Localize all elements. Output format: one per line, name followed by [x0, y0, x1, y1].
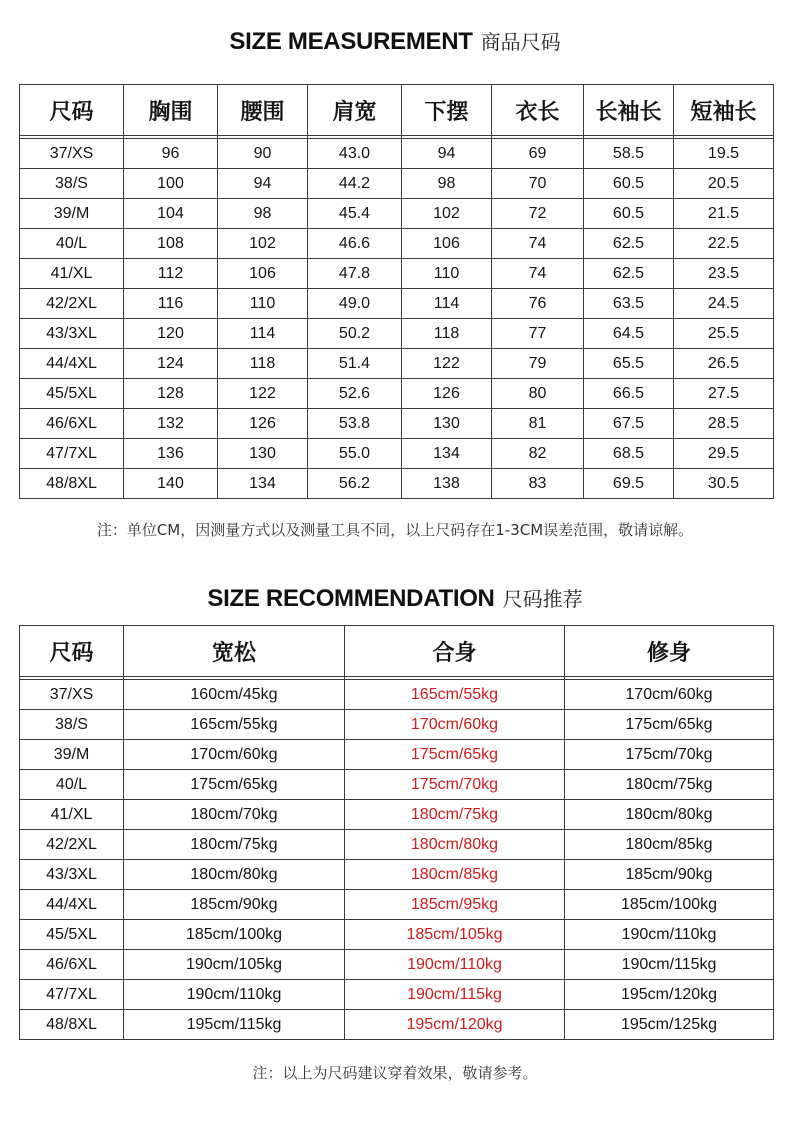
value-cell: 50.2	[308, 319, 402, 349]
value-cell: 116	[124, 289, 218, 319]
value-cell: 64.5	[584, 319, 674, 349]
value-cell: 185cm/90kg	[124, 890, 345, 920]
size-label-cell: 41/XL	[20, 259, 124, 289]
value-cell: 110	[218, 289, 308, 319]
value-cell: 106	[402, 229, 492, 259]
value-cell: 175cm/70kg	[565, 740, 774, 770]
size-recommendation-table	[19, 625, 774, 1040]
value-cell: 79	[492, 349, 584, 379]
value-cell: 26.5	[674, 349, 774, 379]
value-cell: 112	[124, 259, 218, 289]
value-cell: 138	[402, 469, 492, 499]
value-cell: 55.0	[308, 439, 402, 469]
size-recommendation-title	[0, 583, 790, 613]
value-cell: 82	[492, 439, 584, 469]
size-label-cell: 43/3XL	[20, 860, 124, 890]
value-cell: 130	[218, 439, 308, 469]
value-cell: 94	[218, 169, 308, 199]
size-label-cell: 47/7XL	[20, 980, 124, 1010]
value-cell: 114	[402, 289, 492, 319]
value-cell: 98	[402, 169, 492, 199]
value-cell: 83	[492, 469, 584, 499]
value-cell: 28.5	[674, 409, 774, 439]
size-label-cell: 44/4XL	[20, 349, 124, 379]
value-cell: 62.5	[584, 259, 674, 289]
header-cell: 尺码	[20, 626, 124, 677]
value-cell: 100	[124, 169, 218, 199]
header-cell: 胸围	[124, 85, 218, 136]
size-label-cell: 48/8XL	[20, 1010, 124, 1040]
table-row	[20, 259, 774, 289]
table-row	[20, 950, 774, 980]
size-measurement-table	[19, 84, 774, 499]
table-row	[20, 439, 774, 469]
value-cell: 24.5	[674, 289, 774, 319]
table-row	[20, 229, 774, 259]
table-row	[20, 349, 774, 379]
value-cell: 134	[402, 439, 492, 469]
header-cell: 短袖长	[674, 85, 774, 136]
value-cell: 80	[492, 379, 584, 409]
value-cell: 67.5	[584, 409, 674, 439]
table-row	[20, 1010, 774, 1040]
value-cell: 66.5	[584, 379, 674, 409]
size-label-cell: 43/3XL	[20, 319, 124, 349]
value-cell: 70	[492, 169, 584, 199]
size-label-cell: 38/S	[20, 710, 124, 740]
value-cell: 126	[402, 379, 492, 409]
value-cell: 170cm/60kg	[345, 710, 565, 740]
value-cell: 180cm/70kg	[124, 800, 345, 830]
header-cell: 下摆	[402, 85, 492, 136]
size-measurement-title	[0, 26, 790, 56]
table-row	[20, 920, 774, 950]
value-cell: 180cm/80kg	[345, 830, 565, 860]
table-row	[20, 740, 774, 770]
value-cell: 175cm/65kg	[124, 770, 345, 800]
value-cell: 175cm/65kg	[345, 740, 565, 770]
size-label-cell: 40/L	[20, 770, 124, 800]
table-row	[20, 199, 774, 229]
value-cell: 190cm/115kg	[565, 950, 774, 980]
value-cell: 20.5	[674, 169, 774, 199]
value-cell: 180cm/80kg	[565, 800, 774, 830]
size-label-cell: 46/6XL	[20, 409, 124, 439]
size-label-cell: 45/5XL	[20, 920, 124, 950]
value-cell: 65.5	[584, 349, 674, 379]
value-cell: 23.5	[674, 259, 774, 289]
value-cell: 60.5	[584, 169, 674, 199]
value-cell: 190cm/110kg	[124, 980, 345, 1010]
value-cell: 122	[218, 379, 308, 409]
value-cell: 195cm/120kg	[565, 980, 774, 1010]
value-cell: 53.8	[308, 409, 402, 439]
table-row	[20, 890, 774, 920]
value-cell: 46.6	[308, 229, 402, 259]
value-cell: 175cm/70kg	[345, 770, 565, 800]
size-label-cell: 48/8XL	[20, 469, 124, 499]
value-cell: 185cm/100kg	[565, 890, 774, 920]
header-row	[20, 626, 774, 677]
value-cell: 124	[124, 349, 218, 379]
value-cell: 165cm/55kg	[345, 680, 565, 710]
value-cell: 130	[402, 409, 492, 439]
value-cell: 44.2	[308, 169, 402, 199]
value-cell: 180cm/75kg	[565, 770, 774, 800]
value-cell: 185cm/90kg	[565, 860, 774, 890]
title-chinese: 尺码推荐	[502, 587, 583, 611]
table-row	[20, 409, 774, 439]
value-cell: 62.5	[584, 229, 674, 259]
value-cell: 43.0	[308, 139, 402, 169]
value-cell: 77	[492, 319, 584, 349]
header-cell: 修身	[565, 626, 774, 677]
table-row	[20, 860, 774, 890]
value-cell: 51.4	[308, 349, 402, 379]
value-cell: 76	[492, 289, 584, 319]
size-label-cell: 40/L	[20, 229, 124, 259]
value-cell: 58.5	[584, 139, 674, 169]
measurement-rows	[20, 139, 774, 499]
header-cell: 宽松	[124, 626, 345, 677]
value-cell: 60.5	[584, 199, 674, 229]
value-cell: 19.5	[674, 139, 774, 169]
size-label-cell: 46/6XL	[20, 950, 124, 980]
value-cell: 74	[492, 229, 584, 259]
value-cell: 128	[124, 379, 218, 409]
table-row	[20, 469, 774, 499]
value-cell: 21.5	[674, 199, 774, 229]
value-cell: 106	[218, 259, 308, 289]
size-label-cell: 45/5XL	[20, 379, 124, 409]
header-cell: 尺码	[20, 85, 124, 136]
size-label-cell: 44/4XL	[20, 890, 124, 920]
value-cell: 118	[402, 319, 492, 349]
value-cell: 185cm/95kg	[345, 890, 565, 920]
value-cell: 120	[124, 319, 218, 349]
size-label-cell: 37/XS	[20, 680, 124, 710]
value-cell: 45.4	[308, 199, 402, 229]
size-label-cell: 39/M	[20, 199, 124, 229]
measurement-note: 注：单位CM，因测量方式以及测量工具不同，以上尺码存在1-3CM误差范围，敬请谅解。	[96, 521, 694, 539]
value-cell: 98	[218, 199, 308, 229]
title-english: SIZE RECOMMENDATION	[207, 585, 495, 612]
value-cell: 63.5	[584, 289, 674, 319]
value-cell: 22.5	[674, 229, 774, 259]
value-cell: 94	[402, 139, 492, 169]
size-label-cell: 47/7XL	[20, 439, 124, 469]
size-label-cell: 41/XL	[20, 800, 124, 830]
value-cell: 195cm/125kg	[565, 1010, 774, 1040]
value-cell: 180cm/75kg	[345, 800, 565, 830]
size-label-cell: 39/M	[20, 740, 124, 770]
value-cell: 190cm/115kg	[345, 980, 565, 1010]
table-row	[20, 139, 774, 169]
value-cell: 134	[218, 469, 308, 499]
header-cell: 长袖长	[584, 85, 674, 136]
table-row	[20, 169, 774, 199]
value-cell: 69.5	[584, 469, 674, 499]
value-cell: 185cm/100kg	[124, 920, 345, 950]
value-cell: 47.8	[308, 259, 402, 289]
value-cell: 136	[124, 439, 218, 469]
table-row	[20, 770, 774, 800]
value-cell: 56.2	[308, 469, 402, 499]
value-cell: 170cm/60kg	[565, 680, 774, 710]
value-cell: 96	[124, 139, 218, 169]
value-cell: 102	[402, 199, 492, 229]
title-english: SIZE MEASUREMENT	[229, 28, 473, 55]
table-row	[20, 710, 774, 740]
value-cell: 180cm/75kg	[124, 830, 345, 860]
value-cell: 110	[402, 259, 492, 289]
header-cell: 肩宽	[308, 85, 402, 136]
size-label-cell: 42/2XL	[20, 830, 124, 860]
value-cell: 195cm/120kg	[345, 1010, 565, 1040]
recommendation-note: 注：以上为尺码建议穿着效果，敬请参考。	[252, 1064, 538, 1082]
header-cell: 腰围	[218, 85, 308, 136]
value-cell: 190cm/110kg	[345, 950, 565, 980]
value-cell: 108	[124, 229, 218, 259]
table-row	[20, 289, 774, 319]
value-cell: 25.5	[674, 319, 774, 349]
value-cell: 190cm/105kg	[124, 950, 345, 980]
size-label-cell: 37/XS	[20, 139, 124, 169]
header-row	[20, 85, 774, 136]
value-cell: 160cm/45kg	[124, 680, 345, 710]
title-chinese: 商品尺码	[480, 30, 561, 54]
value-cell: 118	[218, 349, 308, 379]
value-cell: 74	[492, 259, 584, 289]
value-cell: 165cm/55kg	[124, 710, 345, 740]
value-cell: 195cm/115kg	[124, 1010, 345, 1040]
value-cell: 170cm/60kg	[124, 740, 345, 770]
size-label-cell: 38/S	[20, 169, 124, 199]
value-cell: 140	[124, 469, 218, 499]
value-cell: 69	[492, 139, 584, 169]
value-cell: 27.5	[674, 379, 774, 409]
value-cell: 122	[402, 349, 492, 379]
value-cell: 180cm/85kg	[565, 830, 774, 860]
value-cell: 30.5	[674, 469, 774, 499]
size-label-cell: 42/2XL	[20, 289, 124, 319]
value-cell: 114	[218, 319, 308, 349]
value-cell: 175cm/65kg	[565, 710, 774, 740]
value-cell: 72	[492, 199, 584, 229]
value-cell: 49.0	[308, 289, 402, 319]
value-cell: 190cm/110kg	[565, 920, 774, 950]
header-cell: 衣长	[492, 85, 584, 136]
value-cell: 104	[124, 199, 218, 229]
value-cell: 180cm/85kg	[345, 860, 565, 890]
value-cell: 90	[218, 139, 308, 169]
table-row	[20, 680, 774, 710]
table-row	[20, 379, 774, 409]
table-row	[20, 980, 774, 1010]
recommendation-rows	[20, 680, 774, 1040]
table-row	[20, 830, 774, 860]
value-cell: 102	[218, 229, 308, 259]
table-row	[20, 319, 774, 349]
value-cell: 81	[492, 409, 584, 439]
value-cell: 180cm/80kg	[124, 860, 345, 890]
value-cell: 68.5	[584, 439, 674, 469]
header-cell: 合身	[345, 626, 565, 677]
value-cell: 29.5	[674, 439, 774, 469]
value-cell: 132	[124, 409, 218, 439]
value-cell: 185cm/105kg	[345, 920, 565, 950]
value-cell: 52.6	[308, 379, 402, 409]
table-row	[20, 800, 774, 830]
value-cell: 126	[218, 409, 308, 439]
